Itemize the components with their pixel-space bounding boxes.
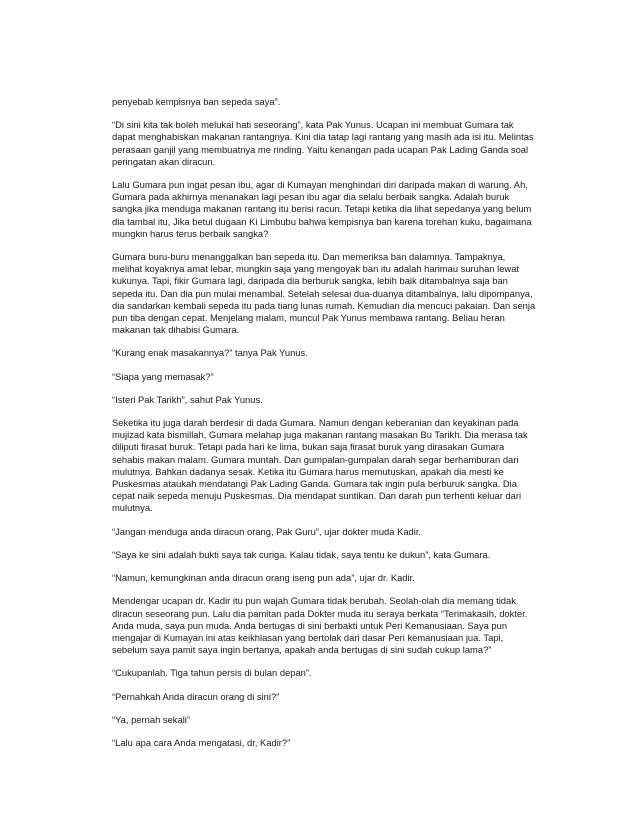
paragraph-4: Gumara buru-buru menanggalkan ban sepeda itu. Dan memeriksa ban dalamnya. Tampaknya, melihat koyaknya amat lebar, mungkin saja yang mengoyak ban itu adalah harimau suruhan lewat kukunya. Tapi, fikir Gumara lagi, daripada dia berburuk sangka, lebih baik ditambalnya saja ban sepeda itu. Dan dia pun mulai menambal. Setelah selesai dua-duanya ditambalnya, lalu dipompanya, dia sandarkan kembali sepeda itu pada tiang lunas rumah. Kemudian dia mencuci pakaian. Dan senja pun tiba dengan cepat. Menjelang malam, muncul Pak Yunus membawa rantang. Beliau heran makanan tak dihabisi Gumara.	[112, 251, 536, 336]
paragraph-10: “Saya ke sini adalah bukti saya tak curiga. Kalau tidak, saya tentu ke dukun”, kata Gumara.	[112, 548, 491, 560]
paragraph-6: “Siapa yang memasak?”	[112, 370, 214, 382]
paragraph-14: “Pernahkah Anda diracun orang di sini?”	[112, 690, 280, 702]
paragraph-16: “Lalu apa cara Anda mengatasi, dr, Kadir?”	[112, 736, 291, 748]
paragraph-2: “Di sini kita tak boleh melukai hati seseorang”, kata Pak Yunus. Ucapan ini membuat Gumara tak dapat menghabiskan makanan rantangnya. Kini dia tatap lagi rantang yang masih ada isi itu. Melintas perasaan ganjil yang membuatnya me rinding. Yaitu kenangan pada ucapan Pak Lading Ganda soal peringatan akan diracun.	[112, 119, 534, 167]
paragraph-13: “Cukupanlah. Tiga tahun persis di bulan depan”.	[112, 667, 312, 679]
paragraph-9: “Jangan menduga anda diracun orang, Pak Guru”, ujar dokter muda Kadir.	[112, 525, 422, 537]
paragraph-15: “Ya, pernah sekali”	[112, 713, 190, 725]
paragraph-7: “Isteri Pak Tarikh”, sahut Pak Yunus.	[112, 393, 263, 405]
paragraph-11: “Namun, kemungkinan anda diracun orang iseng pun ada”, ujar dr. Kadir.	[112, 572, 415, 584]
paragraph-3: Lalu Gumara pun ingat pesan ibu, agar di Kumayan menghindari diri daripada makan di warung. Ah, Gumara pada akhirnya menanakan lagi pesan ibu agar dia selalu berbaik sangka. Adalah buruk sangka jika menduga makanan rantang itu berisi racun. Tetapi ketika dia lihat sepedanya yang belum dia tambal itu, Jika betul dugaan Ki Limbubu bahwa kempisnya ban karena torehan kuku, bagaimana mungkin harus terus berbaik sangka?	[112, 179, 532, 239]
document-page	[112, 96, 536, 760]
paragraph-1: penyebab kempisnya ban sepeda saya”.	[112, 96, 281, 107]
paragraph-5: “Kurang enak masakannya?” tanya Pak Yunus.	[112, 347, 308, 359]
paragraph-12: Mendengar ucapan dr. Kadir itu pun wajah Gumara tidak berubah. Seolah-olah dia memang tidak diracun seseorang pun. Lalu dia pamitan pada Dokter muda itu seraya berkata “Terimakasih, dokter. Anda muda, saya pun muda. Anda bertugas di sini berbakti untuk Peri Kemanusiaan. Saya pun mengajar di Kumayan ini atas keikhlasan yang bertolak dari dasar Peri kemanusiaan jua. Tapi, sebelum saya pamit saya ingin bertanya, apakah anda bertugas di sini sudah cukup lama?”	[112, 595, 528, 656]
paragraph-8: Seketika itu juga darah berdesir di dada Gumara. Namun dengan keberanian dan keyakinan pada mujizad kata bismillah, Gumara melahap juga makanan rantang masakan Bu Tarikh. Dia merasa tak diliputi firasat buruk. Tetapi pada hari ke lima, bukan saja firasat buruk yang dirasakan Gumara sehabis makan malam. Gumara muntah. Dan gumpalan-gumpalan darah segar berhamburan dari mulutnya. Bahkan dadanya sesak. Ketika itu Gumara harus memutuskan, apakah dia mesti ke Puskesmas ataukah mendatangi Pak Lading Ganda. Gumara tak ingin pula berburuk sangka. Dia cepat naik sepeda menuju Puskesmas. Dia mendapat suntikan. Dan darah pun terhenti keluar dari mulutnya.	[112, 417, 528, 514]
